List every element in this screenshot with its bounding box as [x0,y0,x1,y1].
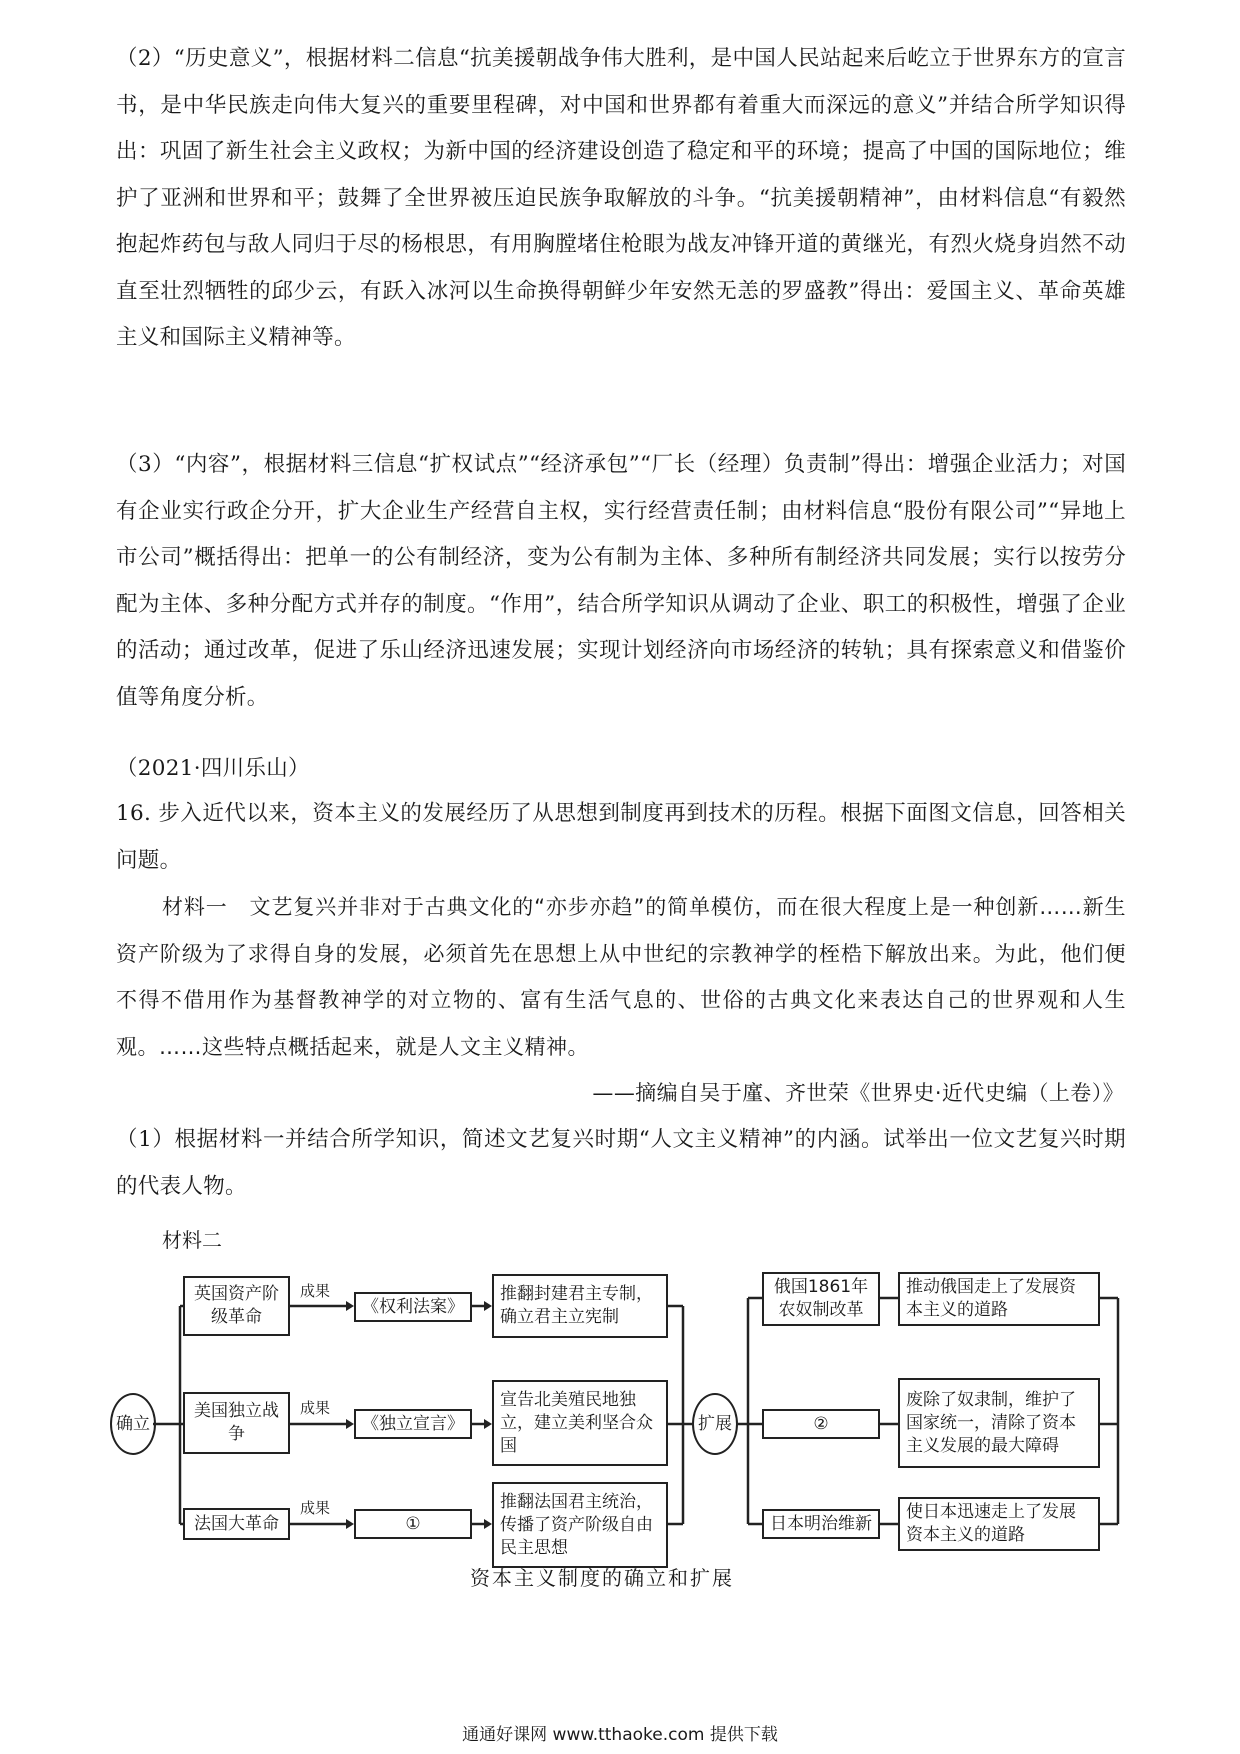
answer-paragraph-3: （3）“内容”，根据材料三信息“扩权试点”“经济承包”“厂长（经理）负责制”得出：增强企业活力；对国有企业实行政企分开，扩大企业生产经营自主权，实行经营责任制；由材料信息“股份有限公司”“异地上市公司”概括得出：把单一的公有制经济，变为公有制为主体、多种所有制经济共同发展；实行以按劳分配为主体、多种分配方式并存的制度。“作用”，结合所学知识从调动了企业、职工的积极性，增强了企业的活动；通过改革，促进了乐山经济迅速发展；实现计划经济向市场经济的转轨；具有探索意义和借鉴价值等角度分析。 [116,452,1126,710]
result-box-declaration: 《独立宣言》 [354,1409,472,1439]
material-one-text: 材料一 文艺复兴并非对于古典文化的“亦步亦趋”的简单模仿，而在很大程度上是一种创新……新生资产阶级为了求得自身的发展，必须首先在思想上从中世纪的宗教神学的桎梏下解放出来。为此，他们便不得不借用作为基督教神学的对立物的、富有生活气息的、世俗的古典文化来表达自己的世界观和人生观。……这些特点概括起来，就是人文主义精神。 [116,895,1126,1059]
answer-paragraph-2: （2）“历史意义”，根据材料二信息“抗美援朝战争伟大胜利，是中国人民站起来后屹立于世界东方的宣言书，是中华民族走向伟大复兴的重要里程碑，对中国和世界都有着重大而深远的意义”并结合所学知识得出：巩固了新生社会主义政权；为新中国的经济建设创造了稳定和平的环境；提高了中国的国际地位；维护了亚洲和世界和平；鼓舞了全世界被压迫民族争取解放的斗争。“抗美援朝精神”，由材料信息“有毅然抱起炸药包与敌人同归于尽的杨根思，有用胸膛堵住枪眼为战友冲锋开道的黄继光，有烈火烧身岿然不动直至壮烈牺牲的邱少云，有跃入冰河以生命换得朝鲜少年安然无恙的罗盛教”得出：爱国主义、革命英雄主义和国际主义精神等。 [116,46,1126,350]
diagram-caption: 资本主义制度的确立和扩展 [470,1566,734,1590]
result-box-bill-of-rights: 《权利法案》 [354,1292,472,1322]
expansion-effect-japan: 使日本迅速走上了发展资本主义的道路 [898,1497,1100,1551]
question-source: （2021·四川乐山） [116,756,310,781]
expansion-event-japan: 日本明治维新 [762,1509,880,1539]
arrow-head [484,1301,492,1311]
event-box-france: 法国大革命 [183,1508,290,1540]
arrow-head [346,1301,354,1311]
effect-box-france: 推翻法国君主统治，传播了资产阶级自由民主思想 [492,1482,668,1568]
material-one-citation: ——摘编自吴于廑、齐世荣《世界史·近代史编（上卷）》 [592,1081,1124,1105]
arrow-head [484,1519,492,1529]
establish-node: 确立 [110,1393,156,1455]
page-footer: 通通好课网 www.tthaoke.com 提供下载 [462,1725,778,1745]
expansion-event-russia: 俄国1861年农奴制改革 [762,1272,880,1326]
result-box-blank-1: ① [354,1509,472,1539]
expand-node: 扩展 [692,1393,738,1455]
result-label: 成果 [300,1282,331,1300]
arrow-head [484,1419,492,1429]
arrow-head [346,1519,354,1529]
result-label: 成果 [300,1399,331,1417]
event-box-england: 英国资产阶级革命 [183,1276,290,1336]
sub-question-1: （1）根据材料一并结合所学知识，简述文艺复兴时期“人文主义精神”的内涵。试举出一位文艺复兴时期的代表人物。 [116,1127,1126,1199]
effect-box-america: 宣告北美殖民地独立，建立美利坚合众国 [492,1380,668,1466]
effect-box-england: 推翻封建君主专制，确立君主立宪制 [492,1274,668,1338]
question-16-stem: 16. 步入近代以来，资本主义的发展经历了从思想到制度再到技术的历程。根据下面图文信息，回答相关问题。 [116,801,1126,873]
expansion-effect-us-civil-war: 废除了奴隶制，维护了国家统一，清除了资本主义发展的最大障碍 [898,1378,1100,1468]
result-label: 成果 [300,1499,331,1517]
expansion-effect-russia: 推动俄国走上了发展资本主义的道路 [898,1272,1100,1326]
event-box-america: 美国独立战争 [183,1392,290,1454]
expansion-event-blank-2: ② [762,1409,880,1439]
arrow-head [346,1419,354,1429]
material-two-label: 材料二 [162,1228,222,1252]
